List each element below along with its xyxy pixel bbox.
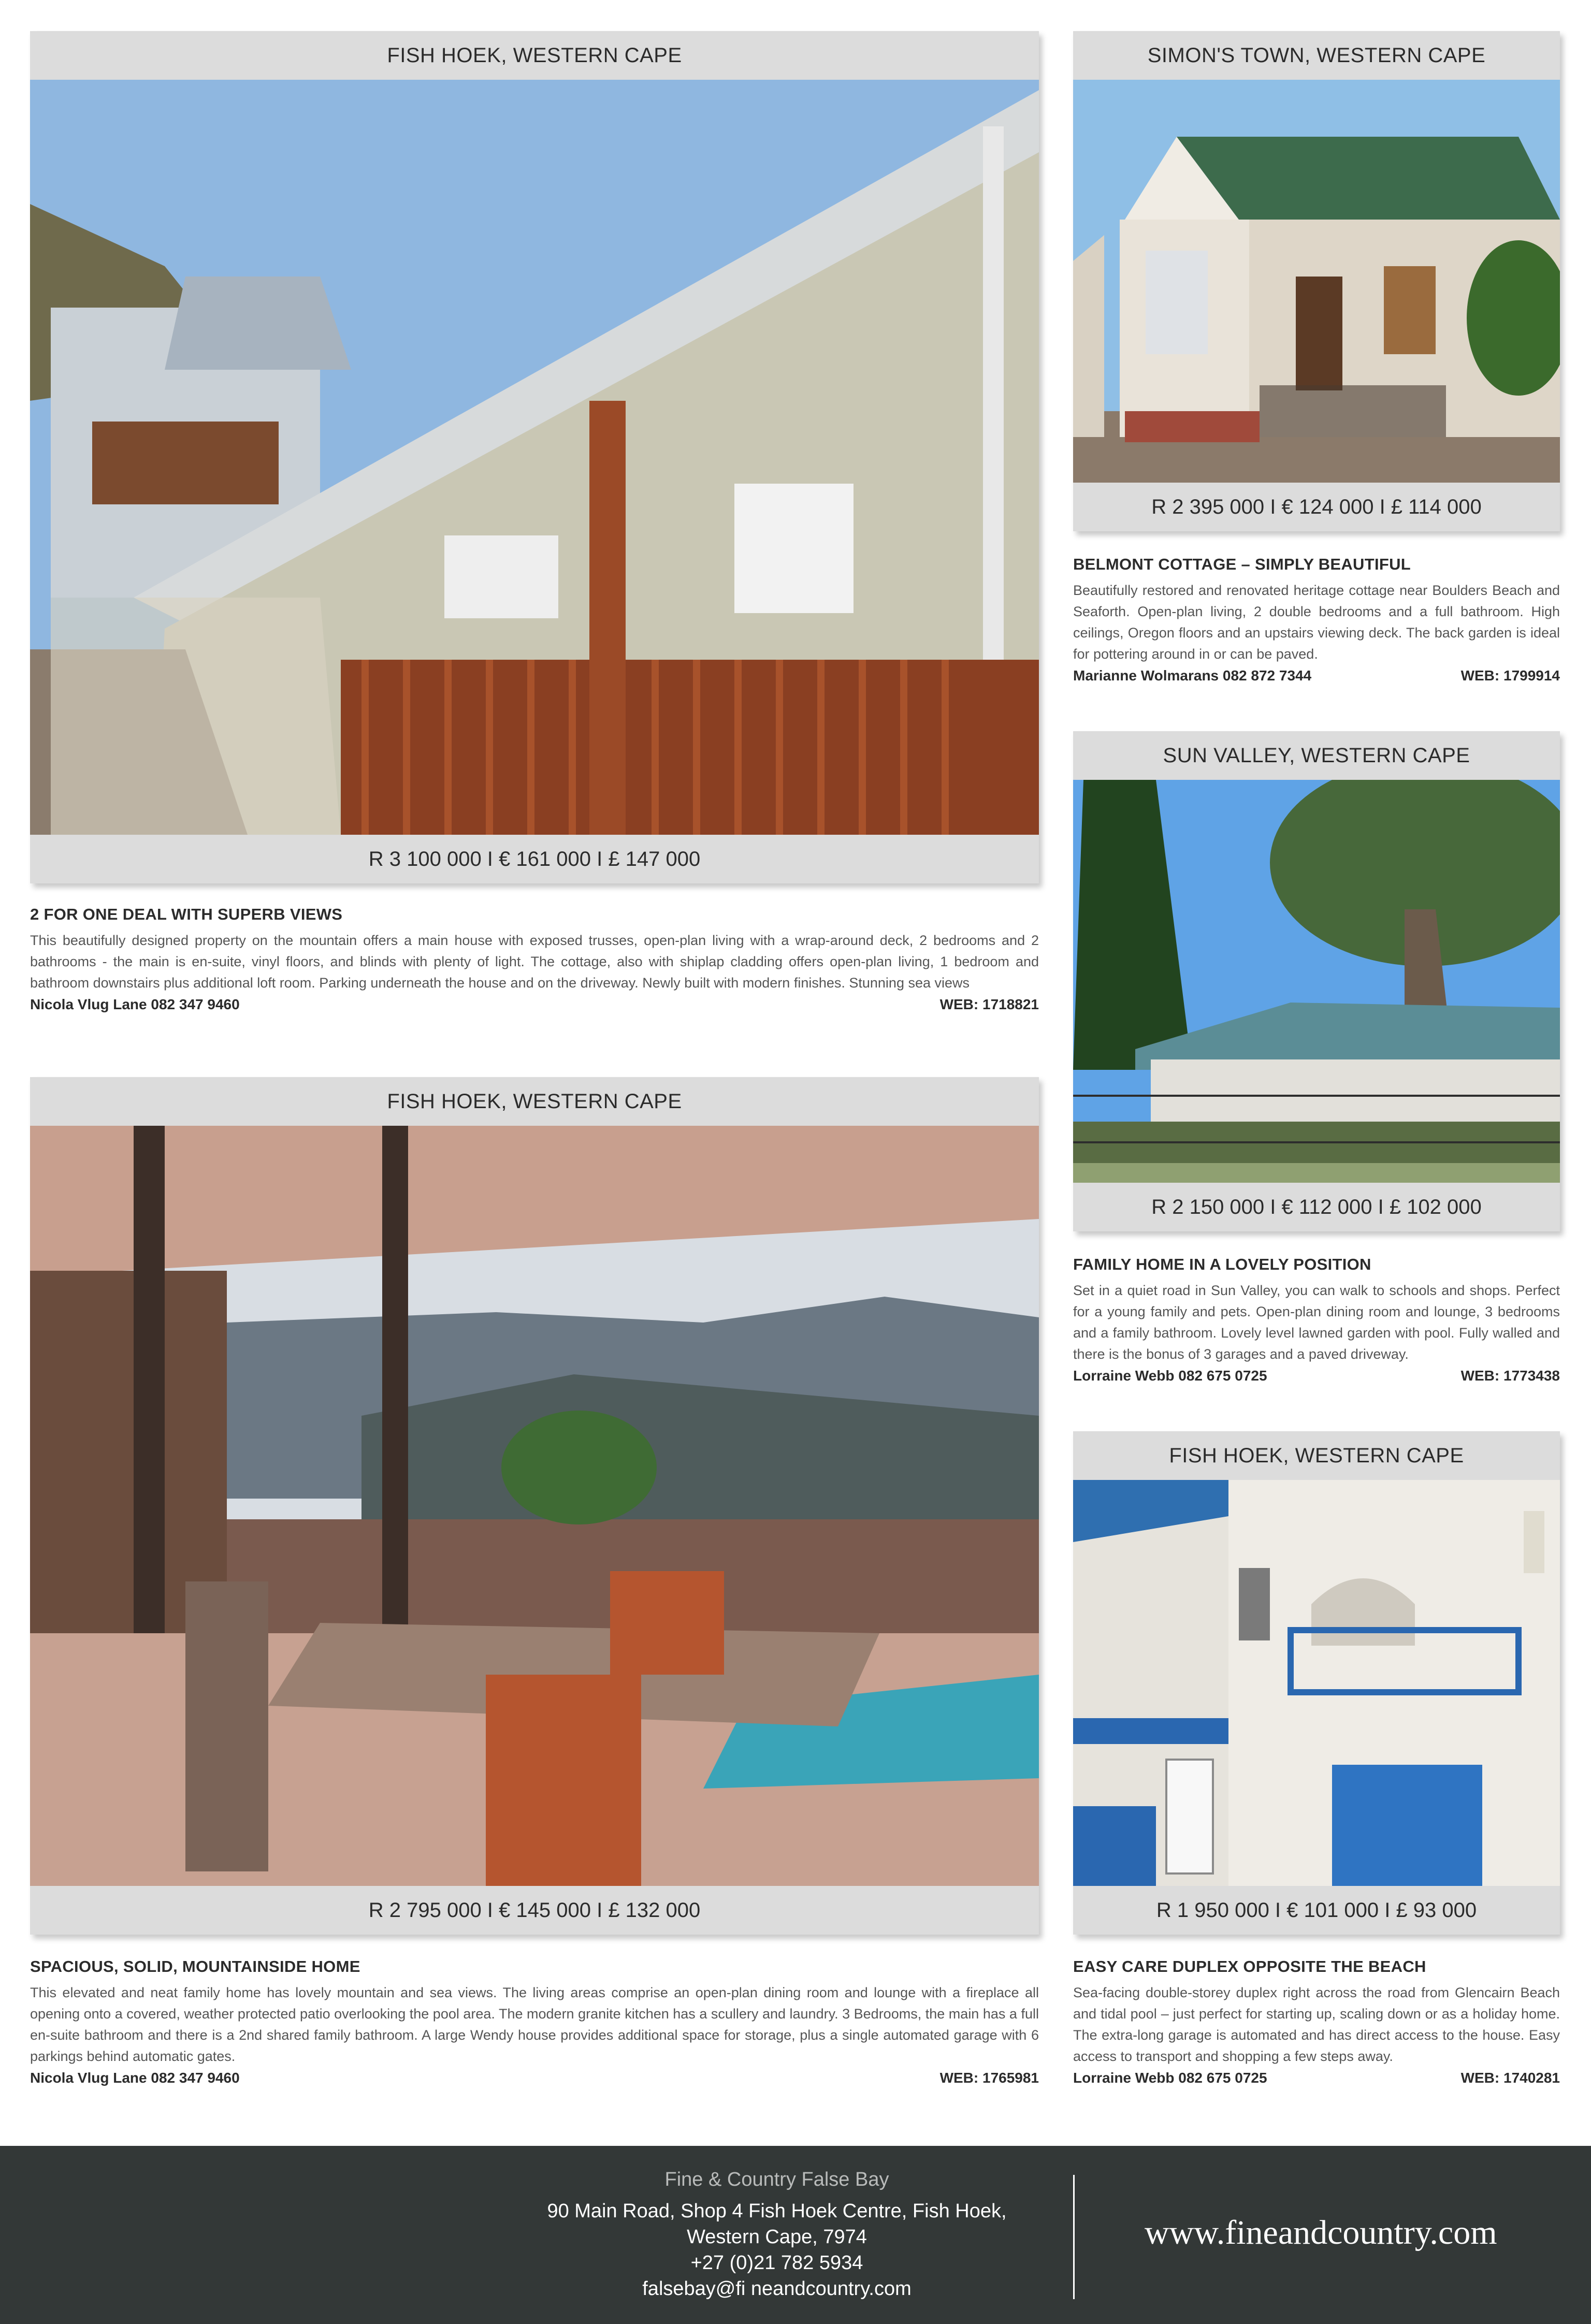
listing-description-3 — [1073, 1255, 1560, 1387]
web-reference: WEB: 1799914 — [1460, 667, 1560, 684]
listing-location: SIMON'S TOWN, WESTERN CAPE — [1147, 43, 1486, 67]
listing-price: R 2 795 000 I € 145 000 I £ 132 000 — [368, 1898, 701, 1922]
listing-heading: SPACIOUS, SOLID, MOUNTAINSIDE HOME — [30, 1957, 360, 1976]
listing-location: FISH HOEK, WESTERN CAPE — [387, 1090, 682, 1113]
web-reference: WEB: 1718821 — [939, 996, 1039, 1012]
listing-heading: EASY CARE DUPLEX OPPOSITE THE BEACH — [1073, 1957, 1426, 1976]
listing-location: FISH HOEK, WESTERN CAPE — [1169, 1444, 1464, 1467]
listing-price: R 2 150 000 I € 112 000 I £ 102 000 — [1151, 1195, 1482, 1218]
agent-contact: Nicola Vlug Lane 082 347 9460 — [30, 2070, 240, 2086]
listing-contact-row — [1073, 665, 1560, 687]
website-link[interactable]: www.fineandcountry.com — [1145, 2214, 1497, 2252]
property-photo — [1073, 1480, 1560, 1886]
listing-price: R 3 100 000 I € 161 000 I £ 147 000 — [368, 847, 701, 870]
property-photo — [30, 1126, 1039, 1886]
listing-description-4 — [30, 1957, 1039, 2089]
agent-contact: Lorraine Webb 082 675 0725 — [1073, 2070, 1267, 2086]
listing-card-simons-town — [1073, 31, 1560, 531]
listing-body: Set in a quiet road in Sun Valley, you can walk to schools and shops. Perfect for a young family and pets. Open-plan dining room and lounge, 3 bedrooms and a family bathroom. Lovely level lawned garden with pool. Fully walled and there is the bonus of 3 garages and a paved driveway. — [1073, 1283, 1560, 1362]
footer-divider — [1073, 2175, 1075, 2299]
listing-contact-row — [30, 2067, 1039, 2089]
listing-description-2 — [1073, 555, 1560, 687]
listing-description-1 — [30, 905, 1039, 1015]
listing-description-5 — [1073, 1957, 1560, 2089]
listing-heading: FAMILY HOME IN A LOVELY POSITION — [1073, 1255, 1371, 1273]
listing-heading: 2 FOR ONE DEAL WITH SUPERB VIEWS — [30, 905, 343, 923]
web-reference: WEB: 1765981 — [939, 2070, 1039, 2086]
listing-price: R 1 950 000 I € 101 000 I £ 93 000 — [1156, 1898, 1477, 1922]
office-phone: +27 (0)21 782 5934 — [690, 2252, 863, 2274]
listing-contact-row — [30, 994, 1039, 1015]
office-address-line-2: Western Cape, 7974 — [687, 2226, 867, 2248]
listing-body: This elevated and neat family home has lovely mountain and sea views. The living areas comprise an open-plan dining room and lounge with a fireplace all opening onto a covered, weather protected patio overlooking the pool area. The modern granite kitchen has a scullery and laundry. 3 Bedrooms, the main has a full en-suite bathroom and there is a 2nd shared family bathroom. A large Wendy house provides additional space for storage, plus a single automated garage with 6 parkings behind automatic gates. — [30, 1985, 1039, 2064]
listing-heading: BELMONT COTTAGE – SIMPLY BEAUTIFUL — [1073, 555, 1411, 573]
property-photo — [1073, 80, 1560, 483]
listing-location: FISH HOEK, WESTERN CAPE — [387, 43, 682, 67]
property-photo — [30, 80, 1039, 835]
listing-body: This beautifully designed property on the mountain offers a main house with exposed trusses, open-plan living with a wrap-around deck, 2 bedrooms and 2 bathrooms - the main is en-suite, vinyl floors, and blinds with plenty of light. The cottage, also with shiplap cladding offers open-plan living, 1 bedroom and bathroom downstairs plus additional loft room. Parking underneath the house and on the driveway. Newly built with modern finishes. Stunning sea views — [30, 933, 1039, 991]
listing-body: Sea-facing double-storey duplex right across the road from Glencairn Beach and tidal pool – just perfect for starting up, scaling down or as a holiday home. The extra-long garage is automated and has direct access to the house. Easy access to transport and shopping a few steps away. — [1073, 1985, 1560, 2064]
web-reference: WEB: 1773438 — [1460, 1368, 1560, 1384]
listing-card-fish-hoek-2 — [30, 1077, 1039, 1935]
office-name: Fine & Country False Bay — [664, 2169, 889, 2190]
page-footer — [0, 2146, 1591, 2324]
listing-card-fish-hoek-1 — [30, 31, 1039, 883]
web-reference: WEB: 1740281 — [1460, 2070, 1560, 2086]
listing-card-sun-valley — [1073, 731, 1560, 1231]
office-contact-block — [487, 2169, 1067, 2302]
listing-contact-row — [1073, 2067, 1560, 2089]
listing-price: R 2 395 000 I € 124 000 I £ 114 000 — [1151, 495, 1482, 518]
listing-location: SUN VALLEY, WESTERN CAPE — [1163, 744, 1470, 767]
office-address-line-1: 90 Main Road, Shop 4 Fish Hoek Centre, Fish Hoek, — [547, 2200, 1007, 2222]
agent-contact: Nicola Vlug Lane 082 347 9460 — [30, 996, 240, 1012]
office-email[interactable]: falsebay@fi neandcountry.com — [642, 2278, 912, 2300]
agent-contact: Lorraine Webb 082 675 0725 — [1073, 1368, 1267, 1384]
listing-contact-row — [1073, 1365, 1560, 1387]
listing-card-fish-hoek-3 — [1073, 1431, 1560, 1935]
agent-contact: Marianne Wolmarans 082 872 7344 — [1073, 667, 1312, 684]
property-photo — [1073, 780, 1560, 1183]
listing-body: Beautifully restored and renovated heritage cottage near Boulders Beach and Seaforth. Open-plan living, 2 double bedrooms and a full bathroom. High ceilings, Oregon floors and an upstairs viewing deck. The back garden is ideal for pottering around in or can be paved. — [1073, 583, 1560, 662]
